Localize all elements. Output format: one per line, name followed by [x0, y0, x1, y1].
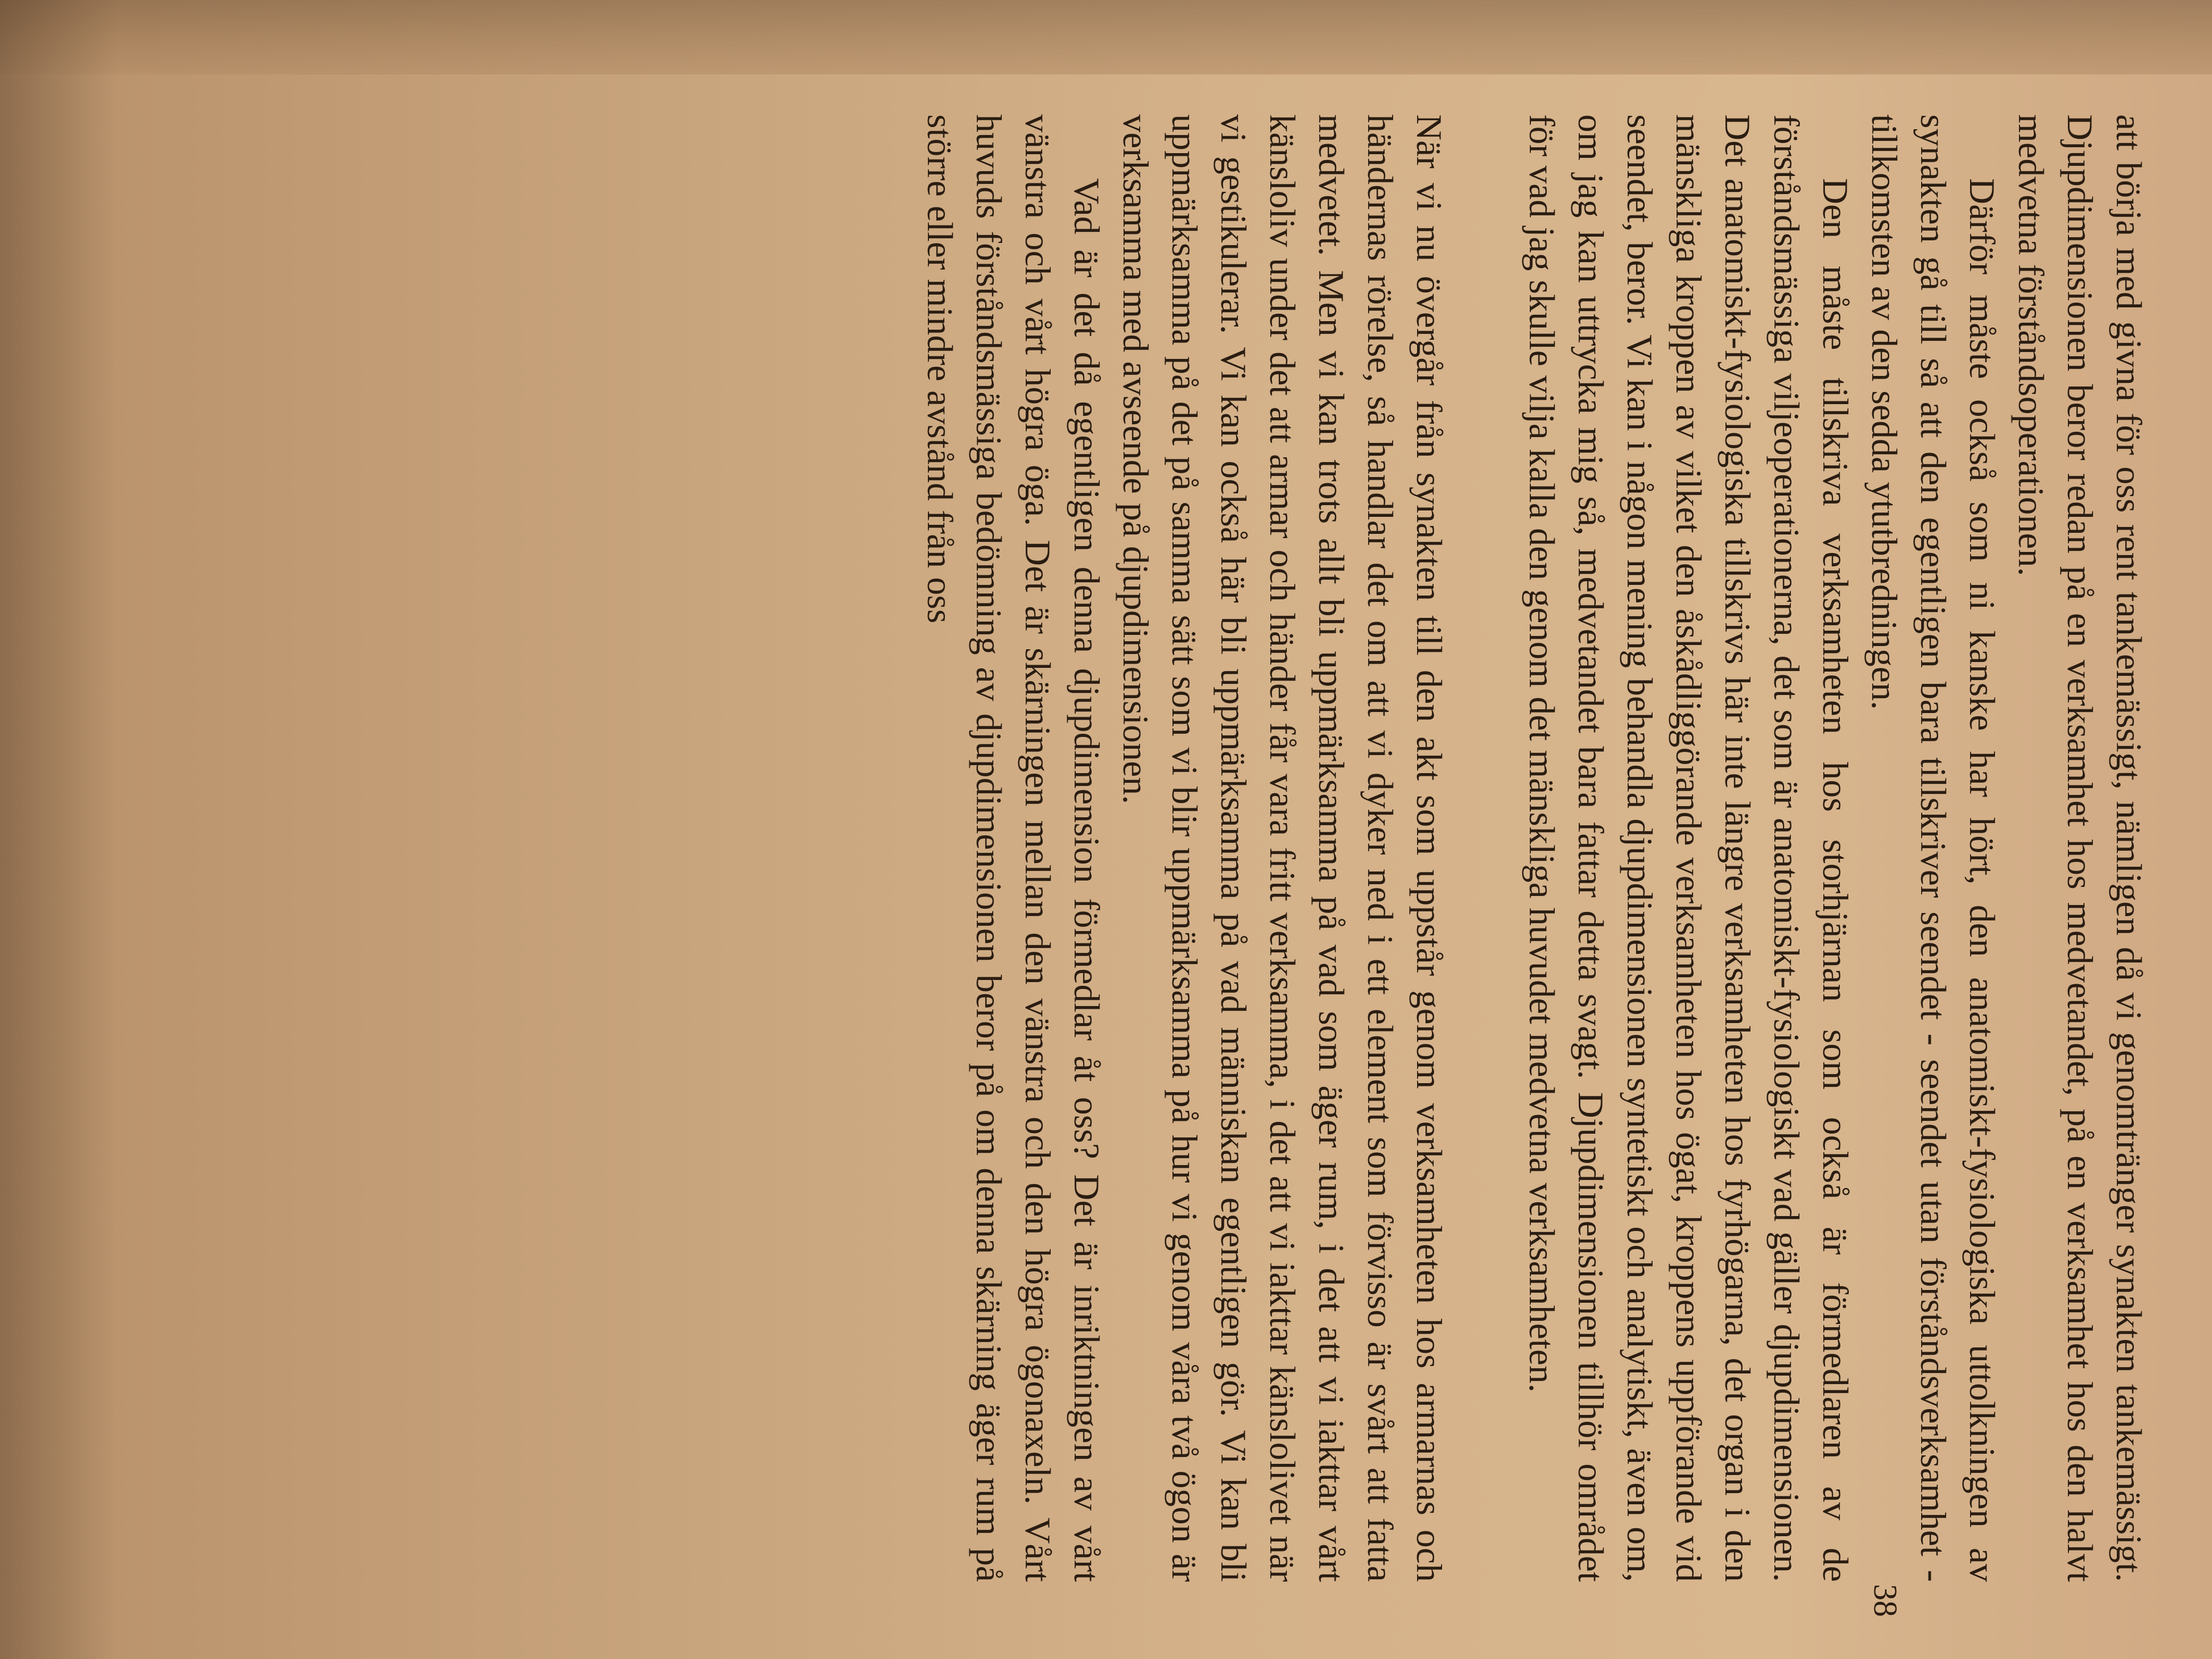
book-page	[80, 93, 2154, 1603]
paragraph: Vad är det då egentligen denna djupdimension förmedlar åt oss? Det är inriktningen av vårt vänstra och vårt högra öga. Det är skärningen mellan den vänstra och den högra ögonaxeln. Vårt huvuds förståndsmässiga bedömning av djupdimensionen beror på om denna skärning äger rum på större eller mindre avstånd från oss	[920, 114, 1107, 1582]
page-number: 38	[1867, 1584, 1903, 1617]
paragraph: att börja med givna för oss rent tankemässigt, nämligen då vi genomtränger synakten tankemässigt. Djupdimensionen beror redan på en verksamhet hos medvetandet, på en verksamhet hos den halvt medvetna förståndsoperationen.	[2011, 114, 2149, 1582]
section-2	[916, 114, 1454, 1582]
page-edge-shadow	[0, 0, 2212, 74]
paragraph: Därför måste också som ni kanske har hört, den anatomiskt-fysiologiska uttolkningen av synakten gå till så att den egentligen bara tillskriver seendet - seendet utan förståndsverksamhet - tillkomsten av den sedda ytutbredningen.	[1864, 114, 2002, 1582]
section-1	[1518, 114, 2154, 1582]
paragraph: När vi nu övergår från synakten till den akt som uppstår genom verksamheten hos armarnas och händernas rörelse, så handlar det om att vi dyker ned i ett element som förvisso är svårt att fatta medvetet. Men vi kan trots allt bli uppmärksamma på vad som äger rum, i det att vi iakttar vårt känsloliv under det att armar och händer får vara fritt verksamma, i det att vi iakttar känslolivet när vi gestikulerar. Vi kan också här bli uppmärksamma på vad människan egentligen gör. Vi kan bli uppmärksamma på det på samma sätt som vi blir uppmärksamma på hur vi genom våra två ögon är verksamma med avseende på djupdimensionen.	[1116, 114, 1449, 1582]
page-text	[80, 114, 2154, 1582]
paragraph: Den måste tillskriva verksamheten hos storhjärnan som också är förmedlaren av de förståndsmässiga viljeoperationerna, det som är anatomiskt-fysiologiskt vad gäller djupdimensionen. Det anatomiskt-fysiologiska tillskrivs här inte längre verksamheten hos fyrhögarna, det organ i den mänskliga kroppen av vilket den åskådliggörande verksamheten hos ögat, kroppens uppförande vid seendet, beror. Vi kan i någon mening behandla djupdimensionen syntetiskt och analytiskt, även om, om jag kan uttrycka mig så, medvetandet bara fattar detta svagt. Djupdimensionen tillhör området för vad jag skulle vilja kalla den genom det mänskliga huvudet medvetna verksamheten.	[1522, 114, 1856, 1582]
